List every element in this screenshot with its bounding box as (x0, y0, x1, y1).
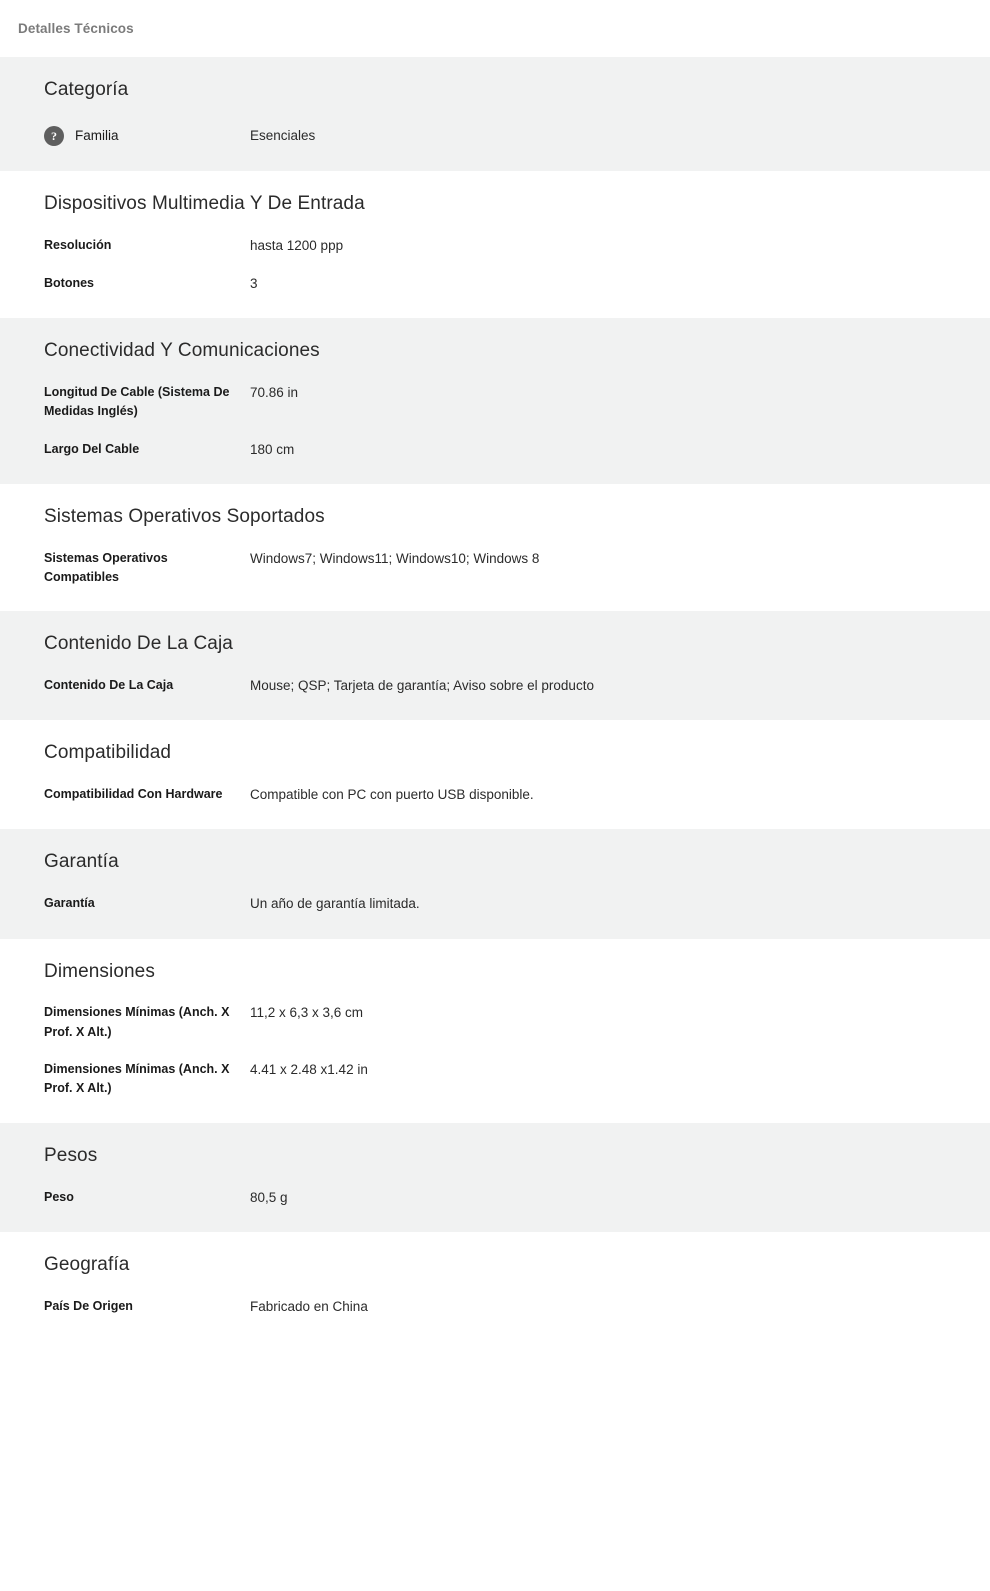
spec-sections (0, 57, 990, 1341)
spec-row (44, 785, 946, 805)
section-title: Sistemas Operativos Soportados (44, 505, 325, 527)
spec-label: Dimensiones Mínimas (Anch. X Prof. X Alt.) (44, 1062, 230, 1096)
section-title: Categoría (44, 79, 129, 100)
spec-value: 3 (250, 275, 258, 291)
section-title: Garantía (44, 851, 119, 873)
spec-value: 11,2 x 6,3 x 3,6 cm (250, 1005, 364, 1021)
spec-value: 80,5 g (250, 1189, 288, 1205)
spec-section (0, 484, 990, 612)
spec-row (44, 894, 946, 914)
spec-label: País De Origen (44, 1298, 133, 1313)
spec-section (0, 318, 990, 484)
spec-section (0, 57, 990, 171)
spec-label: Garantía (44, 896, 95, 911)
spec-label: Resolución (44, 237, 112, 252)
page-title: Detalles Técnicos (18, 21, 134, 36)
spec-value: Fabricado en China (250, 1298, 368, 1314)
spec-section (0, 1123, 990, 1232)
spec-row (44, 440, 946, 460)
spec-label: Dimensiones Mínimas (Anch. X Prof. X Alt.) (44, 1005, 230, 1039)
spec-label: Sistemas Operativos Compatibles (44, 550, 168, 584)
spec-label: Peso (44, 1189, 74, 1204)
spec-value: Compatible con PC con puerto USB disponible. (250, 787, 534, 803)
spec-label: Botones (44, 275, 94, 290)
spec-label: Longitud De Cable (Sistema De Medidas Inglés) (44, 384, 230, 419)
spec-row (44, 1003, 946, 1042)
spec-row (44, 1060, 946, 1099)
help-icon[interactable]: ? (44, 126, 64, 146)
spec-row (44, 1188, 946, 1208)
spec-section (0, 829, 990, 938)
spec-section (0, 939, 990, 1123)
spec-row (44, 549, 946, 588)
spec-row (44, 236, 946, 256)
spec-value: hasta 1200 ppp (250, 237, 344, 253)
spec-row (44, 1297, 946, 1317)
spec-section (0, 720, 990, 829)
spec-section (0, 1232, 990, 1341)
spec-label-text: Familia (75, 127, 119, 143)
page-header (0, 0, 990, 57)
spec-value: Windows7; Windows11; Windows10; Windows 8 (250, 550, 540, 566)
spec-row (44, 126, 946, 147)
spec-label: Compatibilidad Con Hardware (44, 787, 223, 802)
section-title: Dimensiones (44, 960, 155, 982)
spec-value: 4.41 x 2.48 x1.42 in (250, 1062, 368, 1078)
spec-value: Esenciales (250, 127, 316, 143)
spec-value: 180 cm (250, 441, 295, 457)
spec-value: Un año de garantía limitada. (250, 896, 420, 912)
spec-label (44, 126, 250, 147)
spec-label: Largo Del Cable (44, 441, 140, 456)
spec-row (44, 383, 946, 422)
section-title: Dispositivos Multimedia Y De Entrada (44, 192, 365, 214)
spec-section (0, 611, 990, 720)
spec-row (44, 676, 946, 696)
section-title: Geografía (44, 1253, 130, 1275)
spec-row (44, 274, 946, 294)
spec-value: 70.86 in (250, 384, 299, 400)
spec-value: Mouse; QSP; Tarjeta de garantía; Aviso sobre el producto (250, 678, 594, 694)
section-title: Compatibilidad (44, 742, 172, 764)
section-title: Contenido De La Caja (44, 633, 233, 655)
spec-section (0, 171, 990, 318)
section-title: Conectividad Y Comunicaciones (44, 340, 320, 362)
section-title: Pesos (44, 1144, 98, 1166)
spec-label: Contenido De La Caja (44, 678, 174, 693)
